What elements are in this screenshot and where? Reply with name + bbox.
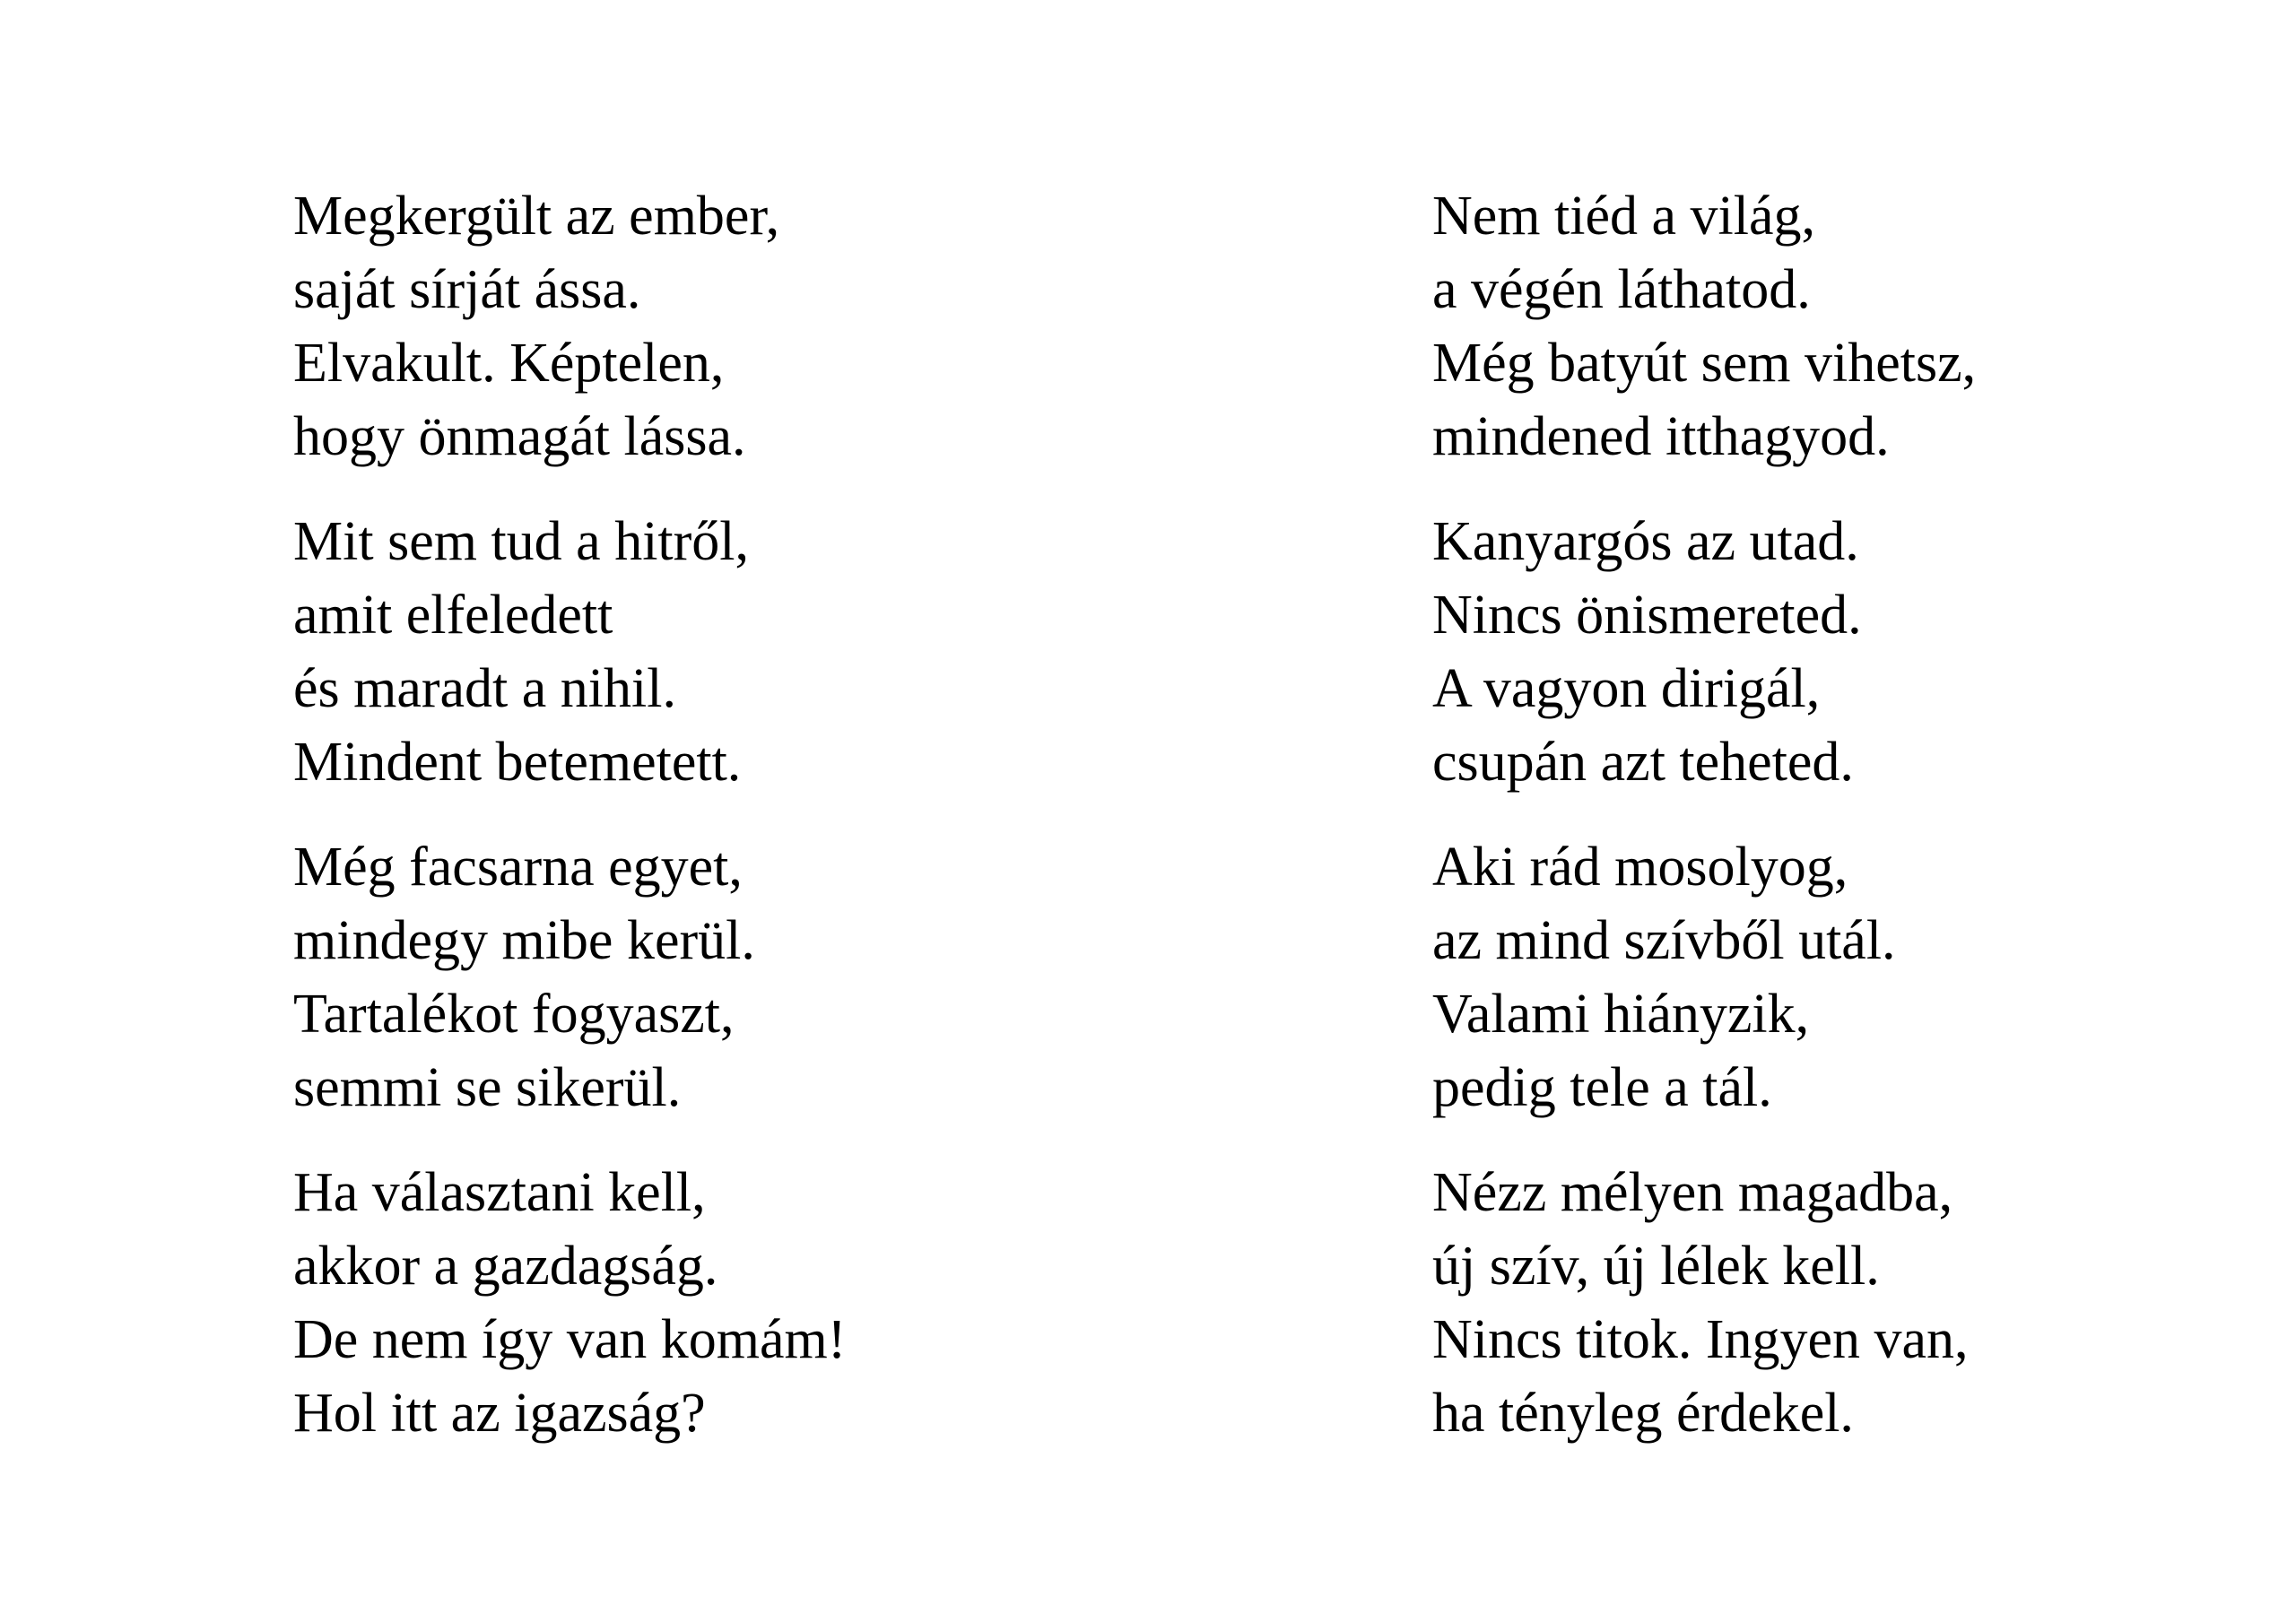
verse-line: Még facsarna egyet, — [293, 837, 743, 898]
poem-left-column — [293, 179, 846, 1481]
verse-line: Nincs titok. Ingyen van, — [1432, 1309, 1969, 1370]
verse-line: Aki rád mosolyog, — [1432, 837, 1848, 898]
stanza — [293, 1156, 846, 1450]
stanza — [1432, 1156, 1976, 1450]
verse-line: ha tényleg érdekel. — [1432, 1383, 1854, 1444]
verse-line: De nem így van komám! — [293, 1309, 847, 1370]
poem-right-column — [1432, 179, 1976, 1481]
verse-line: semmi se sikerül. — [293, 1057, 682, 1118]
verse-line: és maradt a nihil. — [293, 658, 676, 719]
verse-line: új szív, új lélek kell. — [1432, 1236, 1880, 1297]
verse-line: Tartalékot fogyaszt, — [293, 984, 735, 1045]
verse-line: Valami hiányzik, — [1432, 984, 1810, 1045]
verse-line: Megkergült az ember, — [293, 186, 780, 247]
verse-line: amit elfeledett — [293, 585, 613, 646]
verse-line: csupán azt teheted. — [1432, 732, 1854, 793]
verse-line: a végén láthatod. — [1432, 259, 1811, 320]
verse-line: mindegy mibe kerül. — [293, 910, 755, 971]
verse-line: az mind szívből utál. — [1432, 910, 1896, 971]
verse-line: Ha választani kell, — [293, 1162, 706, 1223]
stanza — [293, 179, 846, 473]
verse-line: Kanyargós az utad. — [1432, 511, 1859, 572]
stanza — [1432, 179, 1976, 473]
verse-line: Nézz mélyen magadba, — [1432, 1162, 1953, 1223]
verse-line: pedig tele a tál. — [1432, 1057, 1772, 1118]
stanza — [1432, 505, 1976, 799]
verse-line: Mit sem tud a hitről, — [293, 511, 750, 572]
verse-line: Hol itt az igazság? — [293, 1383, 706, 1444]
verse-line: Nincs önismereted. — [1432, 585, 1862, 646]
verse-line: mindened itthagyod. — [1432, 406, 1890, 467]
verse-line: Elvakult. Képtelen, — [293, 333, 725, 394]
stanza — [1432, 830, 1976, 1124]
verse-line: Nem tiéd a világ, — [1432, 186, 1815, 247]
verse-line: Mindent betemetett. — [293, 732, 742, 793]
verse-line: hogy önmagát lássa. — [293, 406, 746, 467]
stanza — [293, 830, 846, 1124]
verse-line: akkor a gazdagság. — [293, 1236, 718, 1297]
verse-line: A vagyon dirigál, — [1432, 658, 1821, 719]
verse-line: saját sírját ássa. — [293, 259, 641, 320]
verse-line: Még batyút sem vihetsz, — [1432, 333, 1977, 394]
stanza — [293, 505, 846, 799]
